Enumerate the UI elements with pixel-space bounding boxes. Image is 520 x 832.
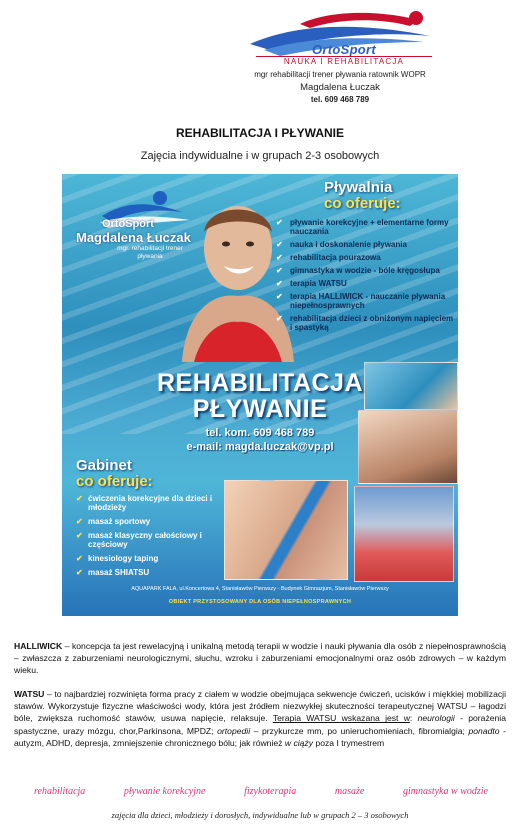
poster-main-title xyxy=(62,370,458,422)
poster-phone: tel. kom. 609 468 789 xyxy=(205,427,315,439)
pool-offer-item: ✔ nauka i doskonalenie pływania xyxy=(276,240,454,249)
pool-offer-item: ✔ terapia WATSU xyxy=(276,279,454,288)
ball-exercise-photo xyxy=(354,486,454,582)
ponadto-term: ponadto xyxy=(468,725,500,736)
logo-brand-text: OrtoSport xyxy=(311,42,377,57)
tagline: zajęcia dla dzieci, młodzieży i dorosłych, indywidualne lub w grupach 2 – 3 osobowych xyxy=(111,810,409,820)
neuro-term: neurologii xyxy=(417,713,455,724)
header-role: mgr rehabilitacji trener pływania ratownik WOPR xyxy=(254,70,426,79)
tag-massages: masaże xyxy=(334,786,365,797)
pool-heading-title: Pływalnia xyxy=(324,179,393,196)
tag-rehabilitation: rehabilitacja xyxy=(34,786,86,797)
tag-physiotherapy: fizykoterapia xyxy=(244,786,297,797)
halliwick-paragraph xyxy=(14,640,506,677)
page-subtitle: Zajęcia indywidualne i w grupach 2-3 osobowych xyxy=(140,150,380,162)
neuro-text: - porażenia spastyczne, urazy mózgu, chor,Parkinsona, MPDZ; xyxy=(14,713,506,736)
poster-name: Magdalena Łuczak xyxy=(76,230,191,245)
header-phone: tel. 609 468 789 xyxy=(310,95,370,104)
gabinet-heading xyxy=(76,458,153,490)
pregnancy-term: w ciąży xyxy=(284,737,314,748)
gabinet-offer-item: ✔ kinesiology taping xyxy=(76,554,226,563)
watsu-indicated: Terapia WATSU wskazana jest w xyxy=(272,713,410,724)
ortho-term: ortopedii xyxy=(217,725,251,736)
pool-offer-item: ✔ rehabilitacja pourazowa xyxy=(276,253,454,262)
poster-role: mgr. rehabilitacji trener pływania xyxy=(117,245,183,260)
gabinet-heading-title: Gabinet xyxy=(76,457,132,474)
ponadto-text: - autyzm, ADHD, depresja, zmniejszenie chronicznego bólu; jak również xyxy=(14,725,507,748)
halliwick-term: HALLIWICK xyxy=(14,641,63,651)
watsu-paragraph xyxy=(14,688,506,749)
watsu-text: – to najbardziej rozwinięta forma pracy z ciałem w wodzie obejmująca sekwencje ćwiczeń, ucisków i miękkiej mobilizacji stawów. Wykorzystuje fizyczne właściwości wody, która jest źródłem niezwykłej skuteczności terapeutycznej WATSU – łagodzi bóle, zwiększa ruchomość stawów, usuwa napięcie, relaksuje. xyxy=(14,689,506,724)
poster-email: e-mail: magda.luczak@vp.pl xyxy=(186,441,334,453)
poster xyxy=(62,174,458,616)
service-tags xyxy=(0,786,520,797)
kinesiology-taping-photo xyxy=(224,480,348,580)
header-name: Magdalena Łuczak xyxy=(300,82,380,93)
gabinet-offer-item: ✔ masaż sportowy xyxy=(76,517,226,526)
poster-address: AQUAPARK FALA, ul.Koncertowa 4, Stanisławów Pierwszy - Budynek Gimnazjum, Stanisławów Pierwszy xyxy=(131,586,389,592)
pool-offer-item: ✔ terapia HALLIWICK - nauczanie pływania niepełnosprawnych xyxy=(276,292,454,310)
pool-heading xyxy=(324,180,454,212)
halliwick-text: – koncepcja ta jest rewelacyjną i unikalną metodą terapii w wodzie i nauki pływania dla osób z niepełnosprawnością – zwłaszcza z zaburzeniami neurologicznymi, słuchu, wzroku i zaburzeniami emocjonalnymi oraz osób zdrowych – w każdym wieku. xyxy=(14,641,506,676)
pool-heading-offer: co oferuje: xyxy=(324,195,401,212)
gabinet-offer-list xyxy=(76,494,226,582)
gabinet-offer-item: ✔ masaż SHIATSU xyxy=(76,568,226,577)
colon: : xyxy=(409,713,418,724)
tag-water-gymnastics: gimnastyka w wodzie xyxy=(402,786,488,797)
gabinet-offer-item: ✔ masaż klasyczny całościowy i częściowy xyxy=(76,531,226,549)
poster-title-line-1: REHABILITACJA xyxy=(156,369,364,397)
page-title: REHABILITACJA I PŁYWANIE xyxy=(175,126,344,140)
pool-offer-item: ✔ rehabilitacja dzieci z obniżonym napięciem i spastyką xyxy=(276,314,454,332)
poster-brand: OrtoSport xyxy=(102,218,154,230)
watsu-term: WATSU xyxy=(14,689,45,699)
ortho-text: – przykurcze mm, po unieruchomieniach, fibromialgia; xyxy=(250,725,469,736)
poster-title-line-2: PŁYWANIE xyxy=(192,395,328,423)
pregnancy-tail: poza I trymestrem xyxy=(313,737,385,748)
pool-offer-item: ✔ gimnastyka w wodzie - bóle kręgosłupa xyxy=(276,266,454,275)
gabinet-offer-item: ✔ ćwiczenia korekcyjne dla dzieci i młodzieży xyxy=(76,494,226,512)
poster-footer: OBIEKT PRZYSTOSOWANY DLA OSÓB NIEPEŁNOSPRAWNYCH xyxy=(168,599,352,605)
pool-offer-item: ✔ pływanie korekcyjne + elementarne formy nauczania xyxy=(276,218,454,236)
poster-contact xyxy=(62,426,458,454)
tag-corrective-swimming: pływanie korekcyjne xyxy=(123,786,206,797)
gabinet-heading-offer: co oferuje: xyxy=(76,473,153,490)
logo-brand-subtitle: NAUKA I REHABILITACJA xyxy=(256,56,432,67)
pool-offer-list xyxy=(276,218,454,336)
